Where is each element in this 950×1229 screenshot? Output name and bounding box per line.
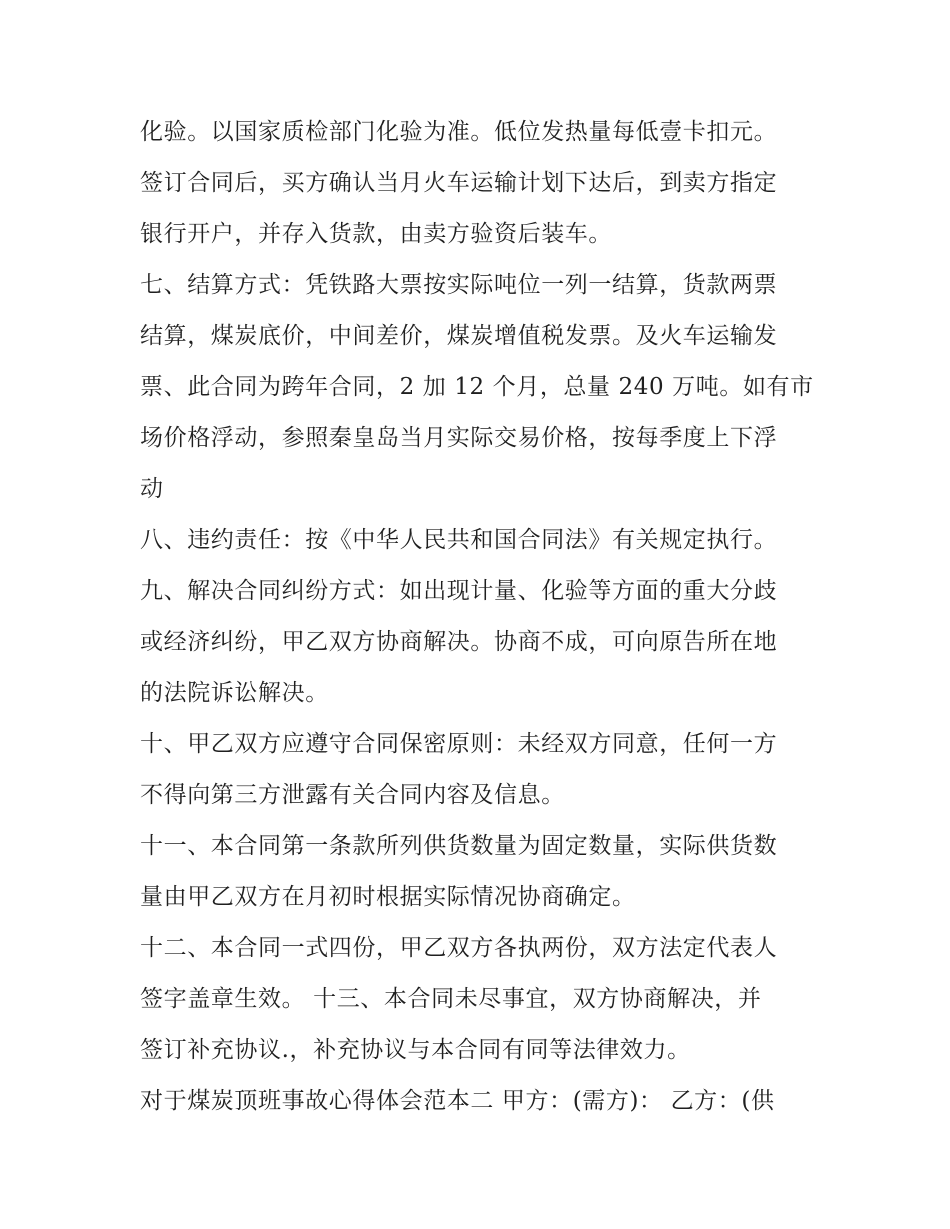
text-line: 签订合同后，买方确认当月火车运输计划下达后，到卖方指定 — [140, 170, 778, 196]
text-line: 的法院诉讼解决。 — [140, 680, 329, 706]
text-line: 十二、本合同一式四份，甲乙双方各执两份，双方法定代表人 — [140, 935, 778, 961]
text-line: 动 — [140, 476, 164, 502]
text-line: 十一、本合同第一条款所列供货数量为固定数量，实际供货数 — [140, 833, 778, 859]
text-line: 对于煤炭顶班事故心得体会范本二 甲方：(需方)： 乙方：(供 — [140, 1088, 775, 1114]
text-line: 九、解决合同纠纷方式：如出现计量、化验等方面的重大分歧 — [140, 578, 778, 604]
text-line: 场价格浮动，参照秦皇岛当月实际交易价格，按每季度上下浮 — [140, 425, 778, 451]
text-line: 七、结算方式：凭铁路大票按实际吨位一列一结算，货款两票 — [140, 272, 778, 298]
document-body — [140, 107, 820, 1127]
text-line: 不得向第三方泄露有关合同内容及信息。 — [140, 782, 565, 808]
text-line: 签订补充协议.，补充协议与本合同有同等法律效力。 — [140, 1037, 691, 1063]
text-line: 结算，煤炭底价，中间差价，煤炭增值税发票。及火车运输发 — [140, 323, 778, 349]
text-line: 或经济纠纷，甲乙双方协商解决。协商不成，可向原告所在地 — [140, 629, 778, 655]
text-line: 签字盖章生效。 十三、本合同未尽事宜，双方协商解决，并 — [140, 986, 762, 1012]
text-line: 量由甲乙双方在月初时根据实际情况协商确定。 — [140, 884, 636, 910]
text-line: 化验。以国家质检部门化验为准。低位发热量每低壹卡扣元。 — [140, 119, 778, 145]
text-line: 票、此合同为跨年合同，2 加 12 个月，总量 240 万吨。如有市 — [140, 374, 814, 400]
text-line: 十、甲乙双方应遵守合同保密原则：未经双方同意，任何一方 — [140, 731, 778, 757]
text-line: 银行开户，并存入货款，由卖方验资后装车。 — [140, 221, 612, 247]
text-line: 八、违约责任：按《中华人民共和国合同法》有关规定执行。 — [140, 527, 778, 553]
